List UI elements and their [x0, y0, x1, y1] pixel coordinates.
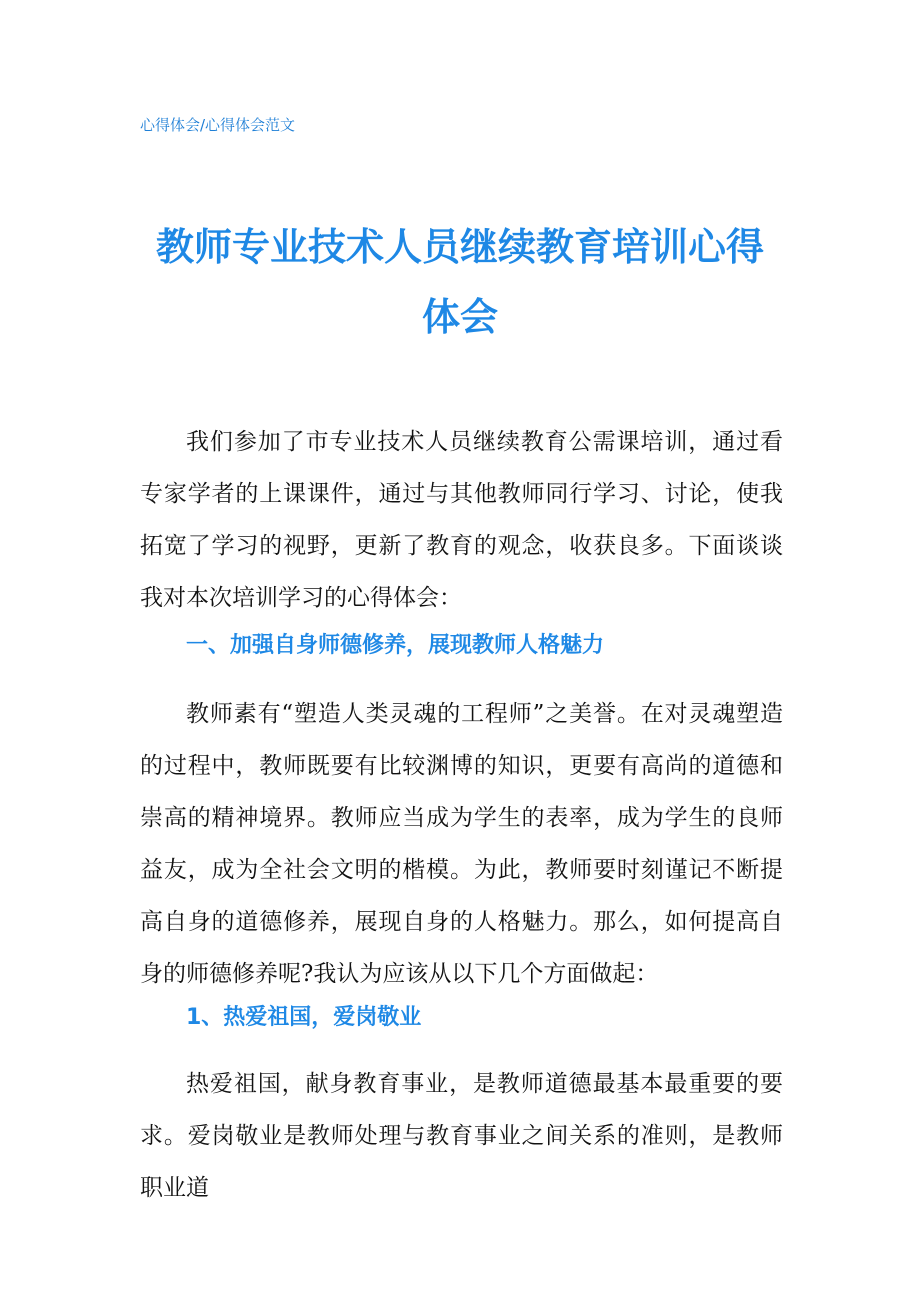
page-title: 教师专业技术人员继续教育培训心得体会 — [155, 225, 764, 339]
breadcrumb[interactable]: 心得体会/心得体会范文 — [140, 116, 296, 134]
section-paragraph-1: 教师素有“塑造人类灵魂的工程师”之美誉。在对灵魂塑造的过程中，教师既要有比较渊博的知识，更要有高尚的道德和崇高的精神境界。教师应当成为学生的表率，成为学生的良师益友，成为全社会文明的楷模。为此，教师要时刻谨记不断提高自身的道德修养，展现自身的人格魅力。那么，如何提高自身的师德修养呢?我认为应该从以下几个方面做起： — [140, 701, 783, 987]
subsection-paragraph-1: 热爱祖国，献身教育事业，是教师道德最基本最重要的要求。爱岗敬业是教师处理与教育事业之间关系的准则，是教师职业道 — [140, 1071, 783, 1201]
intro-paragraph: 我们参加了市专业技术人员继续教育公需课培训，通过看专家学者的上课课件，通过与其他教师同行学习、讨论，使我拓宽了学习的视野，更新了教育的观念，收获良多。下面谈谈我对本次培训学习的心得体会： — [140, 429, 783, 611]
subsection-heading-1: 1、热爱祖国，爱岗敬业 — [186, 1005, 422, 1030]
section-heading-1: 一、加强自身师德修养，展现教师人格魅力 — [186, 633, 605, 658]
